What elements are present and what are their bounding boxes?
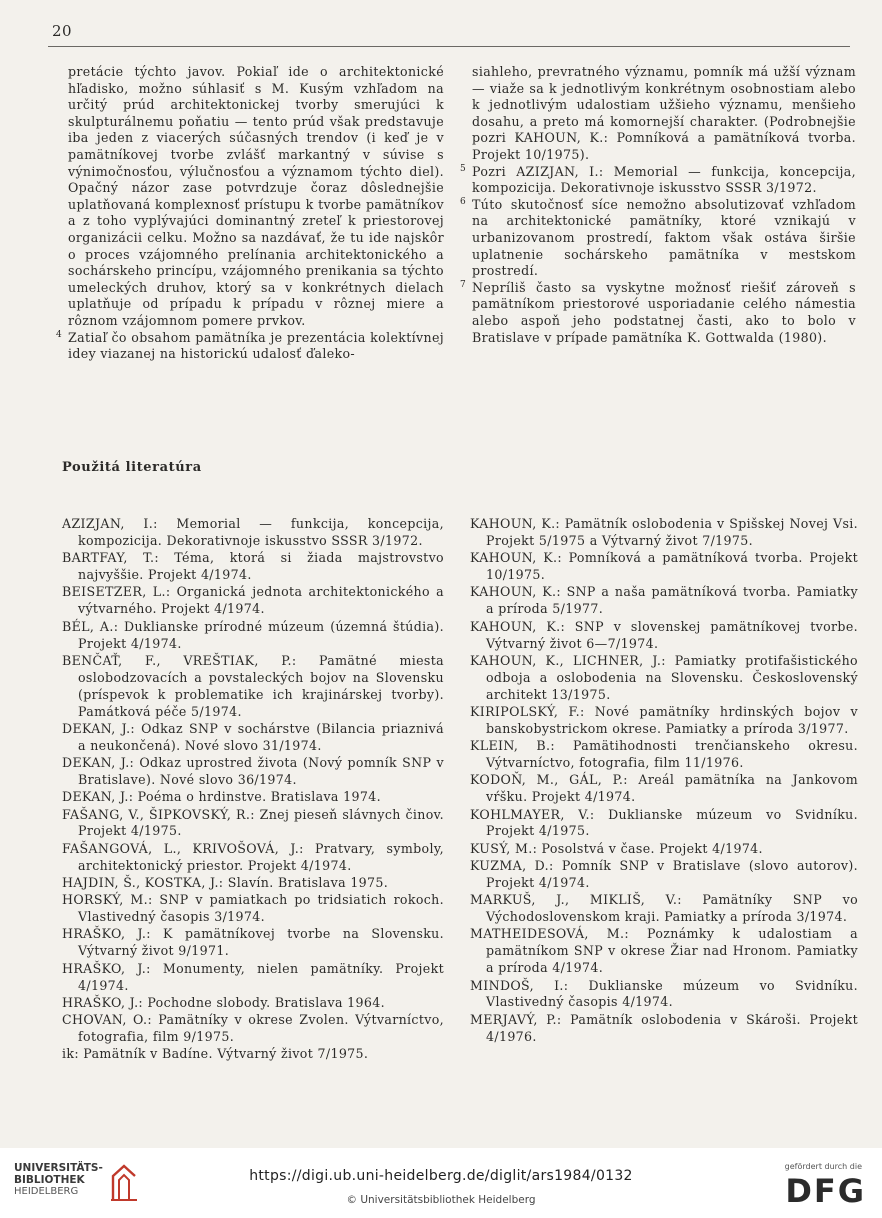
reference-item: MERJAVÝ, P.: Pamätník oslobodenia v Skároši. Projekt 4/1976. bbox=[470, 1011, 858, 1044]
reference-item: AZIZJAN, I.: Memorial — funkcija, koncepcija, kompozicija. Dekorativnoje iskusstvo SSSR 3/1972. bbox=[62, 516, 444, 548]
bibliography-heading: Použitá literatúra bbox=[62, 460, 202, 475]
library-name-line: UNIVERSITÄTS- bbox=[14, 1162, 103, 1174]
footnote-text: Pozri AZIZJAN, I.: Memorial — funkcija, koncepcija, kompozicija. Dekorativnoje iskusstvo SSSR 3/1972. bbox=[472, 163, 856, 196]
permalink-url[interactable]: https://digi.ub.uni-heidelberg.de/diglit/ars1984/0132 bbox=[249, 1168, 633, 1184]
reference-item: KUZMA, D.: Pomník SNP v Bratislave (slovo autorov). Projekt 4/1974. bbox=[470, 858, 858, 890]
reference-item: KAHOUN, K., LICHNER, J.: Pamiatky protifašistického odboja a oslobodenia na Slovensku. Československý architekt 13/1975. bbox=[470, 652, 858, 702]
reference-item: BÉL, A.: Duklianske prírodné múzeum (územná štúdia). Projekt 4/1974. bbox=[62, 618, 444, 651]
reference-item: HRAŠKO, J.: Pochodne slobody. Bratislava 1964. bbox=[62, 994, 385, 1010]
reference-item: FAŠANG, V., ŠIPKOVSKÝ, R.: Znej pieseň slávnych činov. Projekt 4/1975. bbox=[62, 806, 444, 839]
reference-item: KAHOUN, K.: SNP v slovenskej pamätníkovej tvorbe. Výtvarný život 6—7/1974. bbox=[470, 618, 858, 651]
header-rule bbox=[48, 46, 850, 47]
footnote-number: 4 bbox=[56, 329, 63, 340]
reference-item: MARKUŠ, J., MIKLIŠ, V.: Pamätníky SNP vo Východoslovenskom kraji. Pamiatky a príroda 3/1974. bbox=[470, 892, 858, 925]
reference-item: CHOVAN, O.: Pamätníky v okrese Zvolen. Výtvarníctvo, fotografia, film 9/1975. bbox=[62, 1012, 444, 1045]
bibliography-right-column bbox=[470, 516, 858, 1046]
footnote-number: 7 bbox=[460, 279, 467, 290]
reference-item: HRAŠKO, J.: K pamätníkovej tvorbe na Slovensku. Výtvarný život 9/1971. bbox=[62, 926, 444, 959]
footnote-text: Nepríliš často sa vyskytne možnosť riešiť zároveň s pamätníkom priestorové usporiadanie celého námestia alebo aspoň jeho podstatnej časti, ako to bolo v Bratislave v prípade pamätníka K. Gottwalda (1980). bbox=[472, 279, 856, 345]
reference-item: HAJDIN, Š., KOSTKA, J.: Slavín. Bratislava 1975. bbox=[62, 874, 389, 890]
left-text-column bbox=[56, 64, 444, 363]
reference-item: HRAŠKO, J.: Monumenty, nielen pamätníky. Projekt 4/1974. bbox=[62, 960, 444, 993]
library-name-line: HEIDELBERG bbox=[14, 1186, 79, 1197]
reference-item: ik: Pamätník v Badíne. Výtvarný život 7/1975. bbox=[62, 1046, 369, 1062]
reference-item: KLEIN, B.: Pamätihodnosti trenčianskeho okresu. Výtvarníctvo, fotografia, film 11/1976. bbox=[470, 738, 858, 771]
reference-item: DEKAN, J.: Odkaz SNP v sochárstve (Bilancia priaznivá a neukončená). Nové slovo 31/1974. bbox=[62, 720, 444, 753]
footnote-7 bbox=[460, 279, 856, 346]
footnote-text: Zatiaľ čo obsahom pamätníka je prezentácia kolektívnej idey viazanej na historickú udalosť ďaleko- bbox=[68, 329, 444, 362]
reference-item: FAŠANGOVÁ, L., KRIVOŠOVÁ, J.: Pratvary, symboly, architektonický priestor. Projekt 4/1974. bbox=[62, 840, 444, 873]
reference-item: BEISETZER, L.: Organická jednota architektonického a výtvarného. Projekt 4/1974. bbox=[62, 584, 444, 617]
footnote-number: 5 bbox=[460, 163, 467, 174]
reference-item: KUSÝ, M.: Posolstvá v čase. Projekt 4/1974. bbox=[470, 840, 763, 856]
reference-item: HORSKÝ, M.: SNP v pamiatkach po tridsiatich rokoch. Vlastivedný časopis 3/1974. bbox=[62, 892, 444, 925]
bibliography-left-column bbox=[62, 516, 444, 1064]
footnote-6 bbox=[460, 196, 856, 280]
reference-item: KODOŇ, M., GÁL, P.: Areál pamätníka na Jankovom vŕšku. Projekt 4/1974. bbox=[470, 772, 858, 805]
reference-item: KAHOUN, K.: SNP a naša pamätníková tvorba. Pamiatky a príroda 5/1977. bbox=[470, 584, 858, 617]
footnote-4 bbox=[56, 329, 444, 363]
page-number: 20 bbox=[52, 22, 73, 40]
footnote-text: Túto skutočnosť síce nemožno absolutizovať vzhľadom na architektonické pamätníky, ktoré vznikajú v urbanizovanom prostredí, faktom však ostáva širšie uplatnenie sochárskeho pamätníka v mestskom prostredí. bbox=[472, 196, 856, 279]
reference-item: KIRIPOLSKÝ, F.: Nové pamätníky hrdinských bojov v banskobystrickom okrese. Pamiatky a príroda 3/1977. bbox=[470, 703, 858, 736]
footnote-5 bbox=[460, 163, 856, 197]
copyright-notice: © Universitätsbibliothek Heidelberg bbox=[346, 1194, 536, 1206]
funder-caption: gefördert durch die bbox=[784, 1162, 862, 1171]
reference-item: KAHOUN, K.: Pomníková a pamätníková tvorba. Projekt 10/1975. bbox=[470, 550, 858, 583]
reference-item: KAHOUN, K.: Pamätník oslobodenia v Spišskej Novej Vsi. Projekt 5/1975 a Výtvarný život 7/1975. bbox=[470, 516, 858, 548]
reference-item: MINDOŠ, I.: Duklianske múzeum vo Svidníku. Vlastivedný časopis 4/1974. bbox=[470, 977, 858, 1010]
right-text-column bbox=[460, 64, 856, 346]
reference-item: MATHEIDESOVÁ, M.: Poznámky k udalostiam a pamätníkom SNP v okrese Žiar nad Hronom. Pamiatky a príroda 4/1974. bbox=[470, 926, 858, 976]
reference-item: DEKAN, J.: Odkaz uprostred života (Nový pomník SNP v Bratislave). Nové slovo 36/1974. bbox=[62, 755, 444, 787]
footnote-4-continuation: siahleho, prevratného významu, pomník má užší význam — viaže sa k jednotlivým konkrétnym osobnostiam alebo k jednotlivým udalostiam užšieho významu, menšieho dosahu, a preto má komornejší charakter. (Podrobnejšie pozri KAHOUN, K.: Pomníková a pamätníková tvorba. Projekt 10/1975). bbox=[472, 64, 856, 162]
body-paragraph: pretácie týchto javov. Pokiaľ ide o architektonické hľadisko, možno súhlasiť s M. Kusým vzhľadom na určitý prúd architektonickej tvorby smerujúci k skulpturálnemu poňatiu — tento prúd však predstavuje iba jeden z viacerých súčasných trendov (i keď je v pamätníkovej tvorbe zvlášť markantný v súvise s výnimočnosťou, výlučnosťou a významom týchto diel). Opačný názor zase potvrdzuje čoraz dôslednejšie uplatňovaná komplexnosť prístupu k tvorbe pamätníkov a z toho vyplývajúci dominantný zreteľ k priestorovej organizácii celku. Možno sa nazdávať, že tu ide najskôr o proces vzájomného prelínania architektonického a sochárskeho princípu, vzájomného prenikania sa týchto umeleckých druhov, ktorý sa v konkrétnych dielach uplatňuje od prípadu k prípadu v rôznej miere a rôznom vzájomnom pomere prvkov. bbox=[68, 64, 444, 328]
reference-item: DEKAN, J.: Poéma o hrdinstve. Bratislava 1974. bbox=[62, 789, 381, 805]
footnote-number: 6 bbox=[460, 196, 467, 207]
reference-item: BENČAŤ, F., VREŠTIAK, P.: Pamätné miesta oslobodzovacích a povstaleckých bojov na Slovensku (príspevok k problematike ich krajinárskej tvorby). Památková péče 5/1974. bbox=[62, 652, 444, 719]
library-name-line: BIBLIOTHEK bbox=[14, 1174, 85, 1186]
dfg-logo[interactable]: DFG bbox=[785, 1172, 866, 1210]
reference-item: KOHLMAYER, V.: Duklianske múzeum vo Svidníku. Projekt 4/1975. bbox=[470, 806, 858, 839]
reference-item: BARTFAY, T.: Téma, ktorá si žiada majstrovstvo najvyššie. Projekt 4/1974. bbox=[62, 550, 444, 583]
